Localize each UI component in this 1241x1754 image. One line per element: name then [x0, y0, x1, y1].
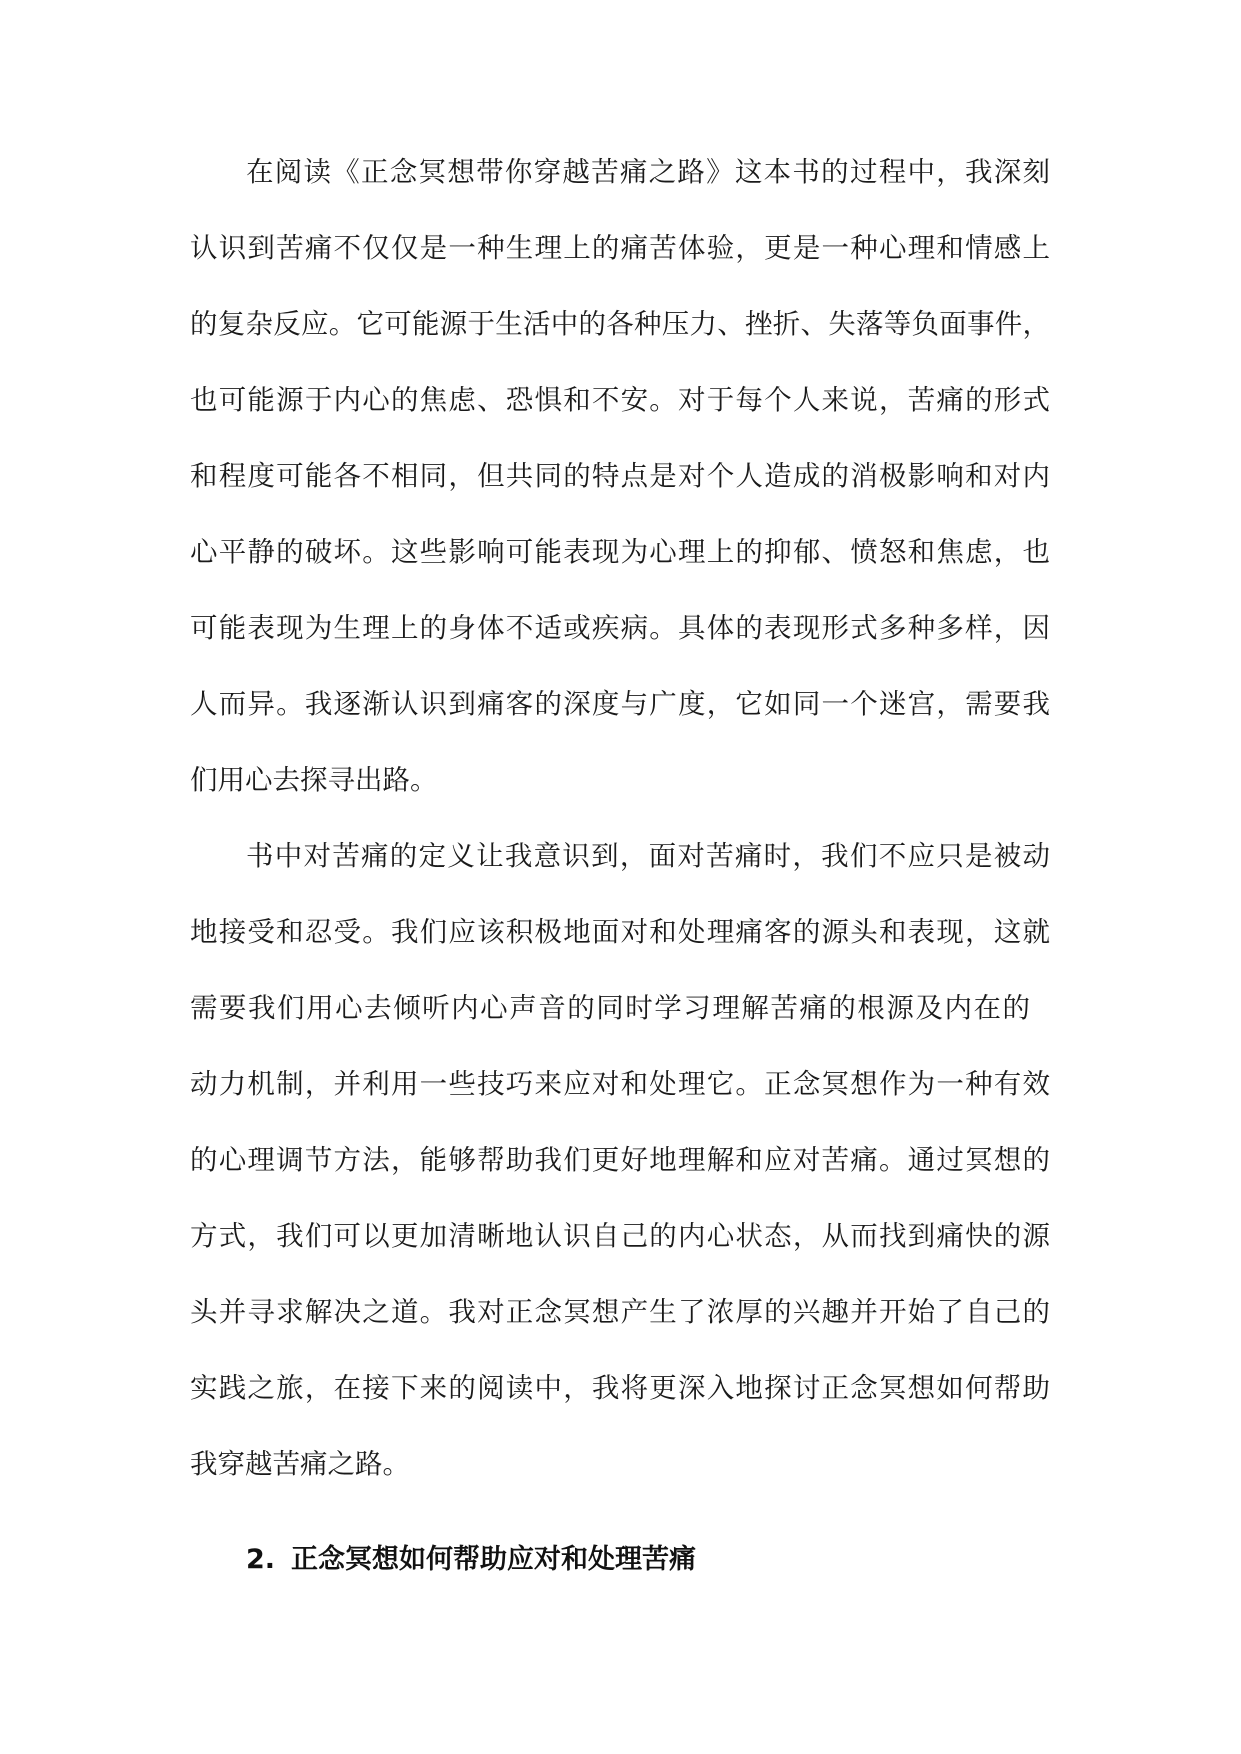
paragraph-2-line-8: 实践之旅，在接下来的阅读中，我将更深入地探讨正念冥想如何帮助	[190, 1372, 1050, 1404]
section-title: 正念冥想如何帮助应对和处理苦痛	[291, 1544, 697, 1575]
paragraph-2-line-4: 动力机制，并利用一些技巧来应对和处理它。正念冥想作为一种有效	[190, 1068, 1050, 1100]
paragraph-1-line-3: 的复杂反应。它可能源于生活中的各种压力、挫折、失落等负面事件，	[190, 308, 1050, 340]
paragraph-1-line-9: 们用心去探寻出路。	[190, 764, 438, 796]
paragraph-1-line-2: 认识到苦痛不仅仅是一种生理上的痛苦体验，更是一种心理和情感上	[190, 232, 1050, 264]
paragraph-1-line-7: 可能表现为生理上的身体不适或疾病。具体的表现形式多种多样，因	[190, 612, 1050, 644]
paragraph-1-line-5: 和程度可能各不相同，但共同的特点是对个人造成的消极影响和对内	[190, 460, 1050, 492]
paragraph-2-line-5: 的心理调节方法，能够帮助我们更好地理解和应对苦痛。通过冥想的	[190, 1144, 1050, 1176]
paragraph-1-line-4: 也可能源于内心的焦虑、恐惧和不安。对于每个人来说，苦痛的形式	[190, 384, 1050, 416]
paragraph-2-line-2: 地接受和忍受。我们应该积极地面对和处理痛客的源头和表现，这就	[190, 916, 1050, 948]
paragraph-1-line-6: 心平静的破坏。这些影响可能表现为心理上的抑郁、愤怒和焦虑，也	[190, 536, 1050, 568]
paragraph-1-line-1: 在阅读《正念冥想带你穿越苦痛之路》这本书的过程中，我深刻	[246, 156, 1050, 188]
paragraph-2-line-7: 头并寻求解决之道。我对正念冥想产生了浓厚的兴趣并开始了自己的	[190, 1296, 1050, 1328]
paragraph-1-line-8: 人而异。我逐渐认识到痛客的深度与广度，它如同一个迷宫，需要我	[190, 688, 1050, 720]
paragraph-2-line-1: 书中对苦痛的定义让我意识到，面对苦痛时，我们不应只是被动	[246, 840, 1050, 872]
section-number: 2.	[246, 1544, 276, 1575]
paragraph-2-line-6: 方式，我们可以更加清晰地认识自己的内心状态，从而找到痛快的源	[190, 1220, 1050, 1252]
paragraph-2-line-3: 需要我们用心去倾听内心声音的同时学习理解苦痛的根源及内在的	[190, 992, 1030, 1024]
section-heading	[246, 1540, 696, 1580]
paragraph-2-line-9: 我穿越苦痛之路。	[190, 1448, 410, 1480]
